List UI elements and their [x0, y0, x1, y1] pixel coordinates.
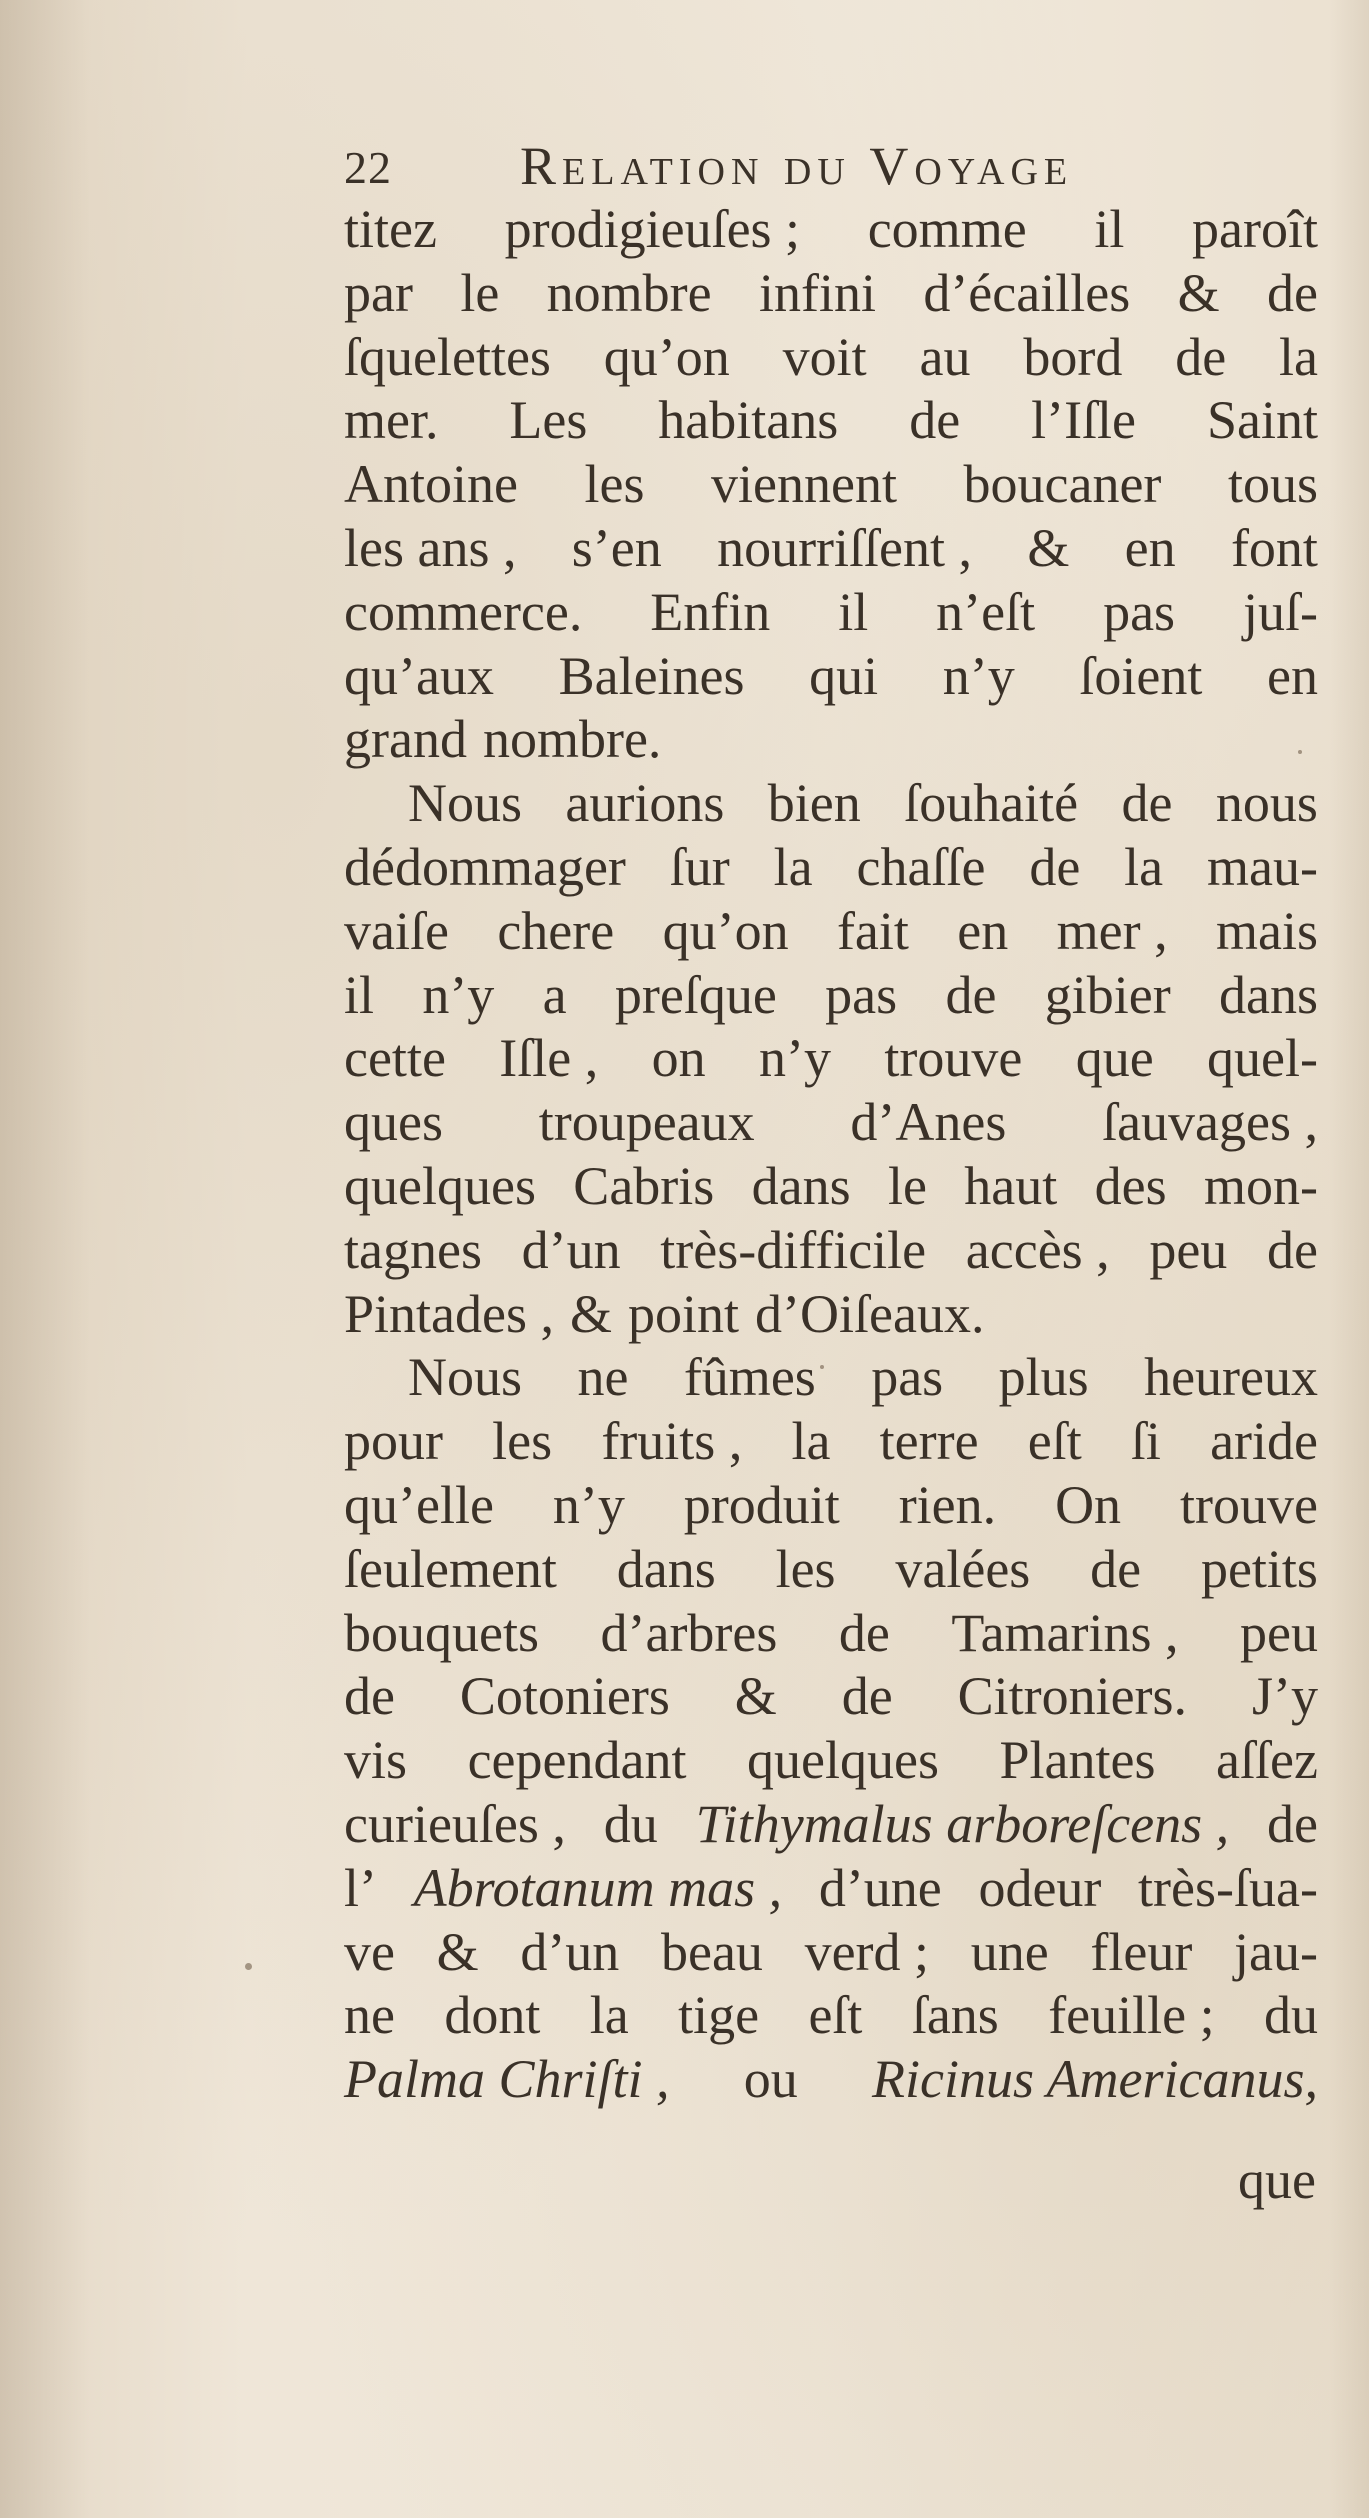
word: ſquelettes — [344, 326, 551, 387]
word: de — [1121, 773, 1173, 834]
gutter-shadow — [0, 0, 90, 2518]
text-line — [344, 1793, 1318, 1857]
word: ſeulement — [344, 1538, 557, 1599]
word: la — [589, 1985, 629, 2046]
word: haut — [964, 1155, 1058, 1216]
word: mau- — [1207, 836, 1318, 897]
catchword: que — [1238, 2150, 1316, 2210]
word: preſque — [614, 964, 777, 1025]
word: chere — [497, 900, 615, 961]
word: de — [841, 1666, 893, 1727]
word: tous — [1227, 454, 1318, 515]
word: qu’elle — [344, 1474, 494, 1535]
word: Palma Chriſti , — [344, 2049, 670, 2110]
word: de — [909, 390, 961, 451]
text-line — [344, 2048, 1318, 2112]
word: habitans — [658, 390, 839, 451]
word: d’un — [521, 1219, 621, 1280]
word: de — [1266, 1219, 1318, 1280]
text-line — [344, 772, 1318, 836]
word: fûmes — [683, 1347, 816, 1408]
text-line — [344, 1538, 1318, 1602]
word: & — [436, 1921, 479, 1982]
word: Tamarins , — [951, 1602, 1179, 1663]
word: n’y — [422, 964, 495, 1025]
word: Nous — [408, 1347, 523, 1408]
text-line — [344, 1984, 1318, 2048]
word: d’Oiſeaux. — [755, 1283, 985, 1344]
word: fait — [836, 900, 909, 961]
word: ſi — [1130, 1411, 1161, 1472]
word: d’une — [818, 1857, 942, 1918]
word: & — [1027, 517, 1070, 578]
word: commerce. — [344, 581, 583, 642]
word: dans — [751, 1155, 851, 1216]
word: quelques — [344, 1155, 536, 1216]
word: mer , — [1056, 900, 1168, 961]
word: Citroniers. — [957, 1666, 1188, 1727]
word: l’ — [344, 1857, 377, 1918]
word: heureux — [1144, 1347, 1318, 1408]
word: nous — [1215, 773, 1318, 834]
word: ques — [344, 1092, 443, 1153]
word: quelques — [747, 1730, 939, 1791]
word: verd ; — [804, 1921, 930, 1982]
text-line — [344, 453, 1318, 517]
word: eſt — [1027, 1411, 1082, 1472]
word: prodigieuſes ; — [504, 199, 801, 259]
word: bouquets — [344, 1602, 539, 1663]
word: par — [344, 262, 413, 323]
word: grand — [344, 709, 467, 770]
word: mer. — [344, 390, 439, 451]
word: le — [887, 1155, 927, 1216]
word: point — [628, 1283, 740, 1344]
word: il — [838, 581, 869, 642]
word: de — [344, 1666, 395, 1727]
text-line — [344, 1602, 1318, 1666]
word: Cabris — [573, 1155, 715, 1216]
word: en — [1124, 517, 1176, 578]
text-line — [344, 1283, 1318, 1347]
word: cette — [344, 1028, 446, 1089]
page-edge-shadow — [1329, 0, 1369, 2518]
word: de — [1090, 1538, 1142, 1599]
word: titez — [344, 199, 437, 259]
text-line — [344, 1921, 1318, 1985]
word: ſans — [911, 1985, 999, 2046]
word: paroît — [1192, 199, 1318, 259]
paper-speck — [820, 1365, 824, 1369]
word: dans — [1219, 964, 1318, 1025]
word: dédommager — [344, 836, 626, 897]
running-title: Relation du Voyage — [520, 136, 1074, 196]
word: en — [1267, 645, 1318, 706]
word: Les — [509, 390, 588, 451]
word: qui — [809, 645, 879, 706]
word: terre — [879, 1411, 979, 1472]
word: la — [791, 1411, 831, 1472]
word: s’en — [571, 517, 662, 578]
word: juſ- — [1243, 581, 1318, 642]
word: pas — [825, 964, 898, 1025]
word: tagnes — [344, 1219, 482, 1280]
word: boucaner — [963, 454, 1162, 515]
text-line — [344, 964, 1318, 1028]
word: J’y — [1251, 1666, 1318, 1727]
word: eſt — [808, 1985, 863, 2046]
word: petits — [1200, 1538, 1318, 1599]
word: valées — [895, 1538, 1031, 1599]
word: jau- — [1233, 1921, 1318, 1982]
word: plus — [998, 1347, 1089, 1408]
word: & — [1177, 262, 1220, 323]
word: ſoient — [1079, 645, 1203, 706]
word: mais — [1215, 900, 1318, 961]
word: Tithymalus arboreſcens , — [695, 1793, 1230, 1854]
text-line — [344, 1665, 1318, 1729]
word: d’écailles — [923, 262, 1131, 323]
word: Plantes — [999, 1730, 1156, 1791]
text-line — [344, 581, 1318, 645]
word: Abrotanum mas , — [413, 1857, 783, 1918]
text-line — [344, 1729, 1318, 1793]
word: bien — [767, 773, 861, 834]
word: dont — [444, 1985, 541, 2046]
word: voit — [782, 326, 867, 387]
word: ne — [344, 1985, 395, 2046]
word: nombre. — [482, 709, 662, 770]
word: les — [584, 454, 645, 515]
text-line — [344, 262, 1318, 326]
text-line — [344, 326, 1318, 390]
word: vis — [344, 1730, 408, 1791]
word: les ans , — [344, 517, 517, 578]
word: l’Iſle — [1031, 390, 1137, 451]
word: qu’on — [662, 900, 789, 961]
word: le — [460, 262, 500, 323]
word: ve — [344, 1921, 395, 1982]
word: Baleines — [558, 645, 745, 706]
word: chaſſe — [856, 836, 986, 897]
word: gibier — [1044, 964, 1171, 1025]
word: font — [1230, 517, 1318, 578]
word: & — [570, 1283, 613, 1344]
word: curieuſes , — [344, 1793, 566, 1854]
word: très-ſua- — [1138, 1857, 1318, 1918]
word: produit — [683, 1474, 840, 1535]
word: une — [970, 1921, 1049, 1982]
word: Nous — [408, 773, 523, 834]
text-line — [344, 1410, 1318, 1474]
word: de — [1175, 326, 1227, 387]
text-line — [344, 1474, 1318, 1538]
text-line — [344, 1091, 1318, 1155]
text-line — [344, 1346, 1318, 1410]
paper-speck — [1298, 750, 1302, 754]
word: Enfin — [650, 581, 771, 642]
word: de — [945, 964, 997, 1025]
word: de — [1267, 1793, 1318, 1854]
word: aſſez — [1216, 1730, 1318, 1791]
word: peu — [1240, 1602, 1318, 1663]
word: cependant — [467, 1730, 687, 1791]
word: ſur — [669, 836, 730, 897]
word: peu — [1149, 1219, 1228, 1280]
word: n’y — [759, 1028, 831, 1089]
word: feuille ; — [1048, 1985, 1215, 2046]
word: la — [1279, 326, 1318, 387]
word: troupeaux — [538, 1092, 755, 1153]
word: & — [734, 1666, 777, 1727]
word: aurions — [565, 773, 725, 834]
word: pas — [1103, 581, 1176, 642]
word: Pintades , — [344, 1283, 554, 1344]
word: au — [919, 326, 971, 387]
text-line — [344, 1155, 1318, 1219]
word: Antoine — [344, 454, 518, 515]
word: la — [773, 836, 813, 897]
word: Ricinus Americanus, — [872, 2049, 1318, 2110]
word: viennent — [711, 454, 897, 515]
text-line — [344, 517, 1318, 581]
word: Saint — [1206, 390, 1318, 451]
text-line — [344, 708, 1318, 772]
text-line — [344, 1027, 1318, 1091]
word: d’arbres — [600, 1602, 778, 1663]
word: ou — [743, 2049, 798, 2110]
word: en — [957, 900, 1009, 961]
word: odeur — [978, 1857, 1102, 1918]
word: Iſle , — [499, 1028, 599, 1089]
word: de — [838, 1602, 890, 1663]
body-text — [344, 198, 1318, 2112]
text-line — [344, 1219, 1318, 1283]
word: accès , — [965, 1219, 1110, 1280]
word: nombre — [546, 262, 712, 323]
word: beau — [660, 1921, 763, 1982]
word: qu’on — [603, 326, 730, 387]
word: fruits , — [601, 1411, 743, 1472]
word: n’y — [552, 1474, 625, 1535]
word: aride — [1210, 1411, 1318, 1472]
word: ſauvages , — [1102, 1092, 1318, 1153]
word: trouve — [884, 1028, 1023, 1089]
word: les — [492, 1411, 553, 1472]
word: n’eſt — [936, 581, 1036, 642]
word: quel- — [1207, 1028, 1318, 1089]
word: comme — [867, 199, 1027, 259]
word: la — [1124, 836, 1164, 897]
text-line — [344, 389, 1318, 453]
word: du — [1264, 1985, 1318, 2046]
word: très-difficile — [660, 1219, 927, 1280]
word: rien. — [898, 1474, 997, 1535]
word: ne — [577, 1347, 629, 1408]
word: il — [344, 964, 375, 1025]
word: trouve — [1179, 1474, 1318, 1535]
word: pour — [344, 1411, 443, 1472]
word: ſouhaité — [904, 773, 1079, 834]
word: vaiſe — [344, 900, 449, 961]
word: pas — [871, 1347, 944, 1408]
word: tige — [678, 1985, 760, 2046]
text-line — [344, 1857, 1318, 1921]
word: n’y — [942, 645, 1015, 706]
word: bord — [1023, 326, 1123, 387]
word: a — [542, 964, 567, 1025]
page-number: 22 — [344, 142, 392, 193]
word: qu’aux — [344, 645, 494, 706]
word: fleur — [1090, 1921, 1193, 1982]
text-line — [344, 836, 1318, 900]
paper-speck — [245, 1963, 252, 1970]
word: mon- — [1203, 1155, 1318, 1216]
text-line — [344, 645, 1318, 709]
text-line — [344, 900, 1318, 964]
text-line — [344, 198, 1318, 262]
word: Cotoniers — [459, 1666, 670, 1727]
page-header — [344, 133, 1244, 203]
word: on — [651, 1028, 706, 1089]
word: dans — [616, 1538, 716, 1599]
word: de — [1029, 836, 1081, 897]
word: des — [1094, 1155, 1167, 1216]
word: il — [1094, 199, 1125, 259]
word: nourriſſent , — [717, 517, 973, 578]
word: de — [1266, 262, 1318, 323]
word: On — [1055, 1474, 1122, 1535]
word: les — [775, 1538, 836, 1599]
word: infini — [758, 262, 876, 323]
word: du — [603, 1793, 658, 1854]
word: d’un — [520, 1921, 620, 1982]
word: que — [1075, 1028, 1154, 1089]
word: d’Anes — [850, 1092, 1007, 1153]
